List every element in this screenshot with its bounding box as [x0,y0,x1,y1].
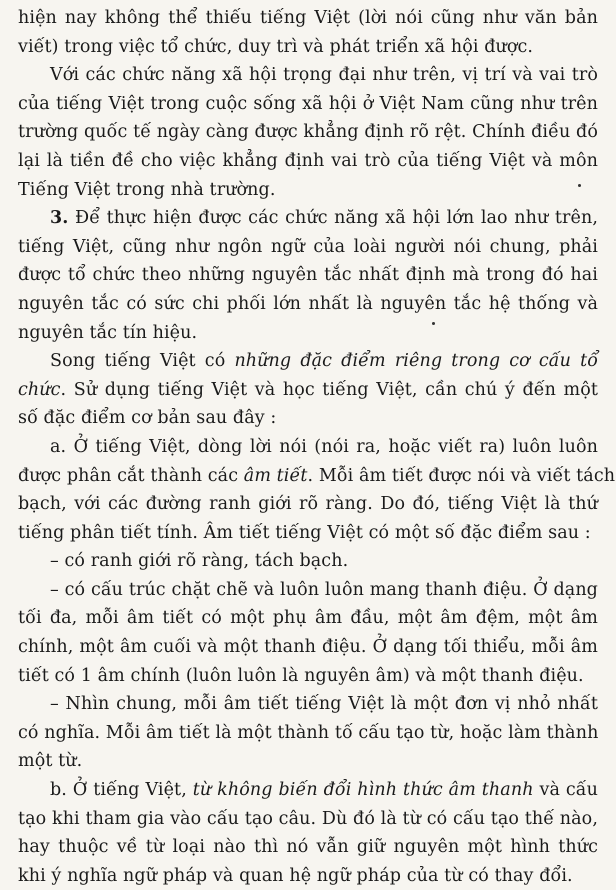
text-line: tạo khi tham gia vào cấu tạo câu. Dù đó là từ có cấu tạo thế nào, [18,808,598,829]
speck-mark [578,184,581,187]
text-line: viết) trong việc tổ chức, duy trì và phát triển xã hội được. [18,36,534,57]
text-line: – có cấu trúc chặt chẽ và luôn luôn mang thanh điệu. Ở dạng [50,579,598,600]
text-line: lại là tiền đề cho việc khẳng định vai trò của tiếng Việt và môn [18,150,598,171]
text-line: a. Ở tiếng Việt, dòng lời nói (nói ra, hoặc viết ra) luôn luôn [50,436,598,457]
text-line: hay thuộc về từ loại nào thì nó vẫn giữ nguyên một hình thức [18,837,598,858]
bold-number: 3. [50,208,69,229]
text-line: bạch, với các đường ranh giới rõ ràng. Do đó, tiếng Việt là thứ [18,494,598,515]
text-line: Với các chức năng xã hội trọng đại như trên, vị trí và vai trò [50,65,598,86]
text-line: tiếng Việt, cũng như ngôn ngữ của loài người nói chung, phải [18,236,598,257]
speck-mark [432,322,435,325]
text-line: khi ý nghĩa ngữ pháp và quan hệ ngữ pháp của từ có thay đổi. [18,865,573,886]
text-line: Song tiếng Việt có những đặc điểm riêng trong cơ cấu tổ [50,351,599,372]
text-line: chính, một âm cuối và một thanh điệu. Ở dạng tối thiểu, mỗi âm [18,637,598,658]
italic-phrase: âm tiết [243,465,308,486]
text-line: tiết có 1 âm chính (luôn luôn là nguyên âm) và một thanh điệu. [18,665,584,686]
text-line: b. Ở tiếng Việt, từ không biến đổi hình thức âm thanh và cấu [50,780,598,801]
text-line: số đặc điểm cơ bản sau đây : [18,408,277,429]
body-text [18,4,616,890]
text-line: tối đa, mỗi âm tiết có một phụ âm đầu, một âm đệm, một âm [18,608,598,629]
text-line: trường quốc tế ngày càng được khẳng định rõ rệt. Chính điều đó [18,122,598,143]
text-line: tiếng phân tiết tính. Âm tiết tiếng Việt có một số đặc điểm sau : [18,522,591,543]
text-line: – Nhìn chung, mỗi âm tiết tiếng Việt là một đơn vị nhỏ nhất [50,694,598,715]
italic-phrase: chức [18,379,61,400]
text-line: có nghĩa. Mỗi âm tiết là một thành tố cấu tạo từ, hoặc làm thành [18,722,599,743]
text-line: – có ranh giới rõ ràng, tách bạch. [50,551,349,572]
italic-phrase: từ không biến đổi hình thức âm thanh [192,780,534,801]
text-line: của tiếng Việt trong cuộc sống xã hội ở Việt Nam cũng như trên [18,93,598,114]
text-line: được phân cắt thành các âm tiết. Mỗi âm tiết được nói và viết tách [18,465,616,486]
text-line: được tổ chức theo những nguyên tắc nhất định mà trong đó hai [18,265,598,286]
text-line: một từ. [18,751,83,772]
text-line: nguyên tắc có sức chi phối lớn nhất là nguyên tắc hệ thống và [18,293,598,314]
italic-phrase: những đặc điểm riêng trong cơ cấu tổ [234,351,599,372]
text-line: hiện nay không thể thiếu tiếng Việt (lời nói cũng như văn bản [18,8,598,28]
text-line: chức. Sử dụng tiếng Việt và học tiếng Việt, cần chú ý đến một [18,379,598,400]
text-line: nguyên tắc tín hiệu. [18,322,198,343]
text-line: Tiếng Việt trong nhà trường. [18,179,276,200]
text-line-heading-3: 3. Để thực hiện được các chức năng xã hội lớn lao như trên, [50,208,598,229]
